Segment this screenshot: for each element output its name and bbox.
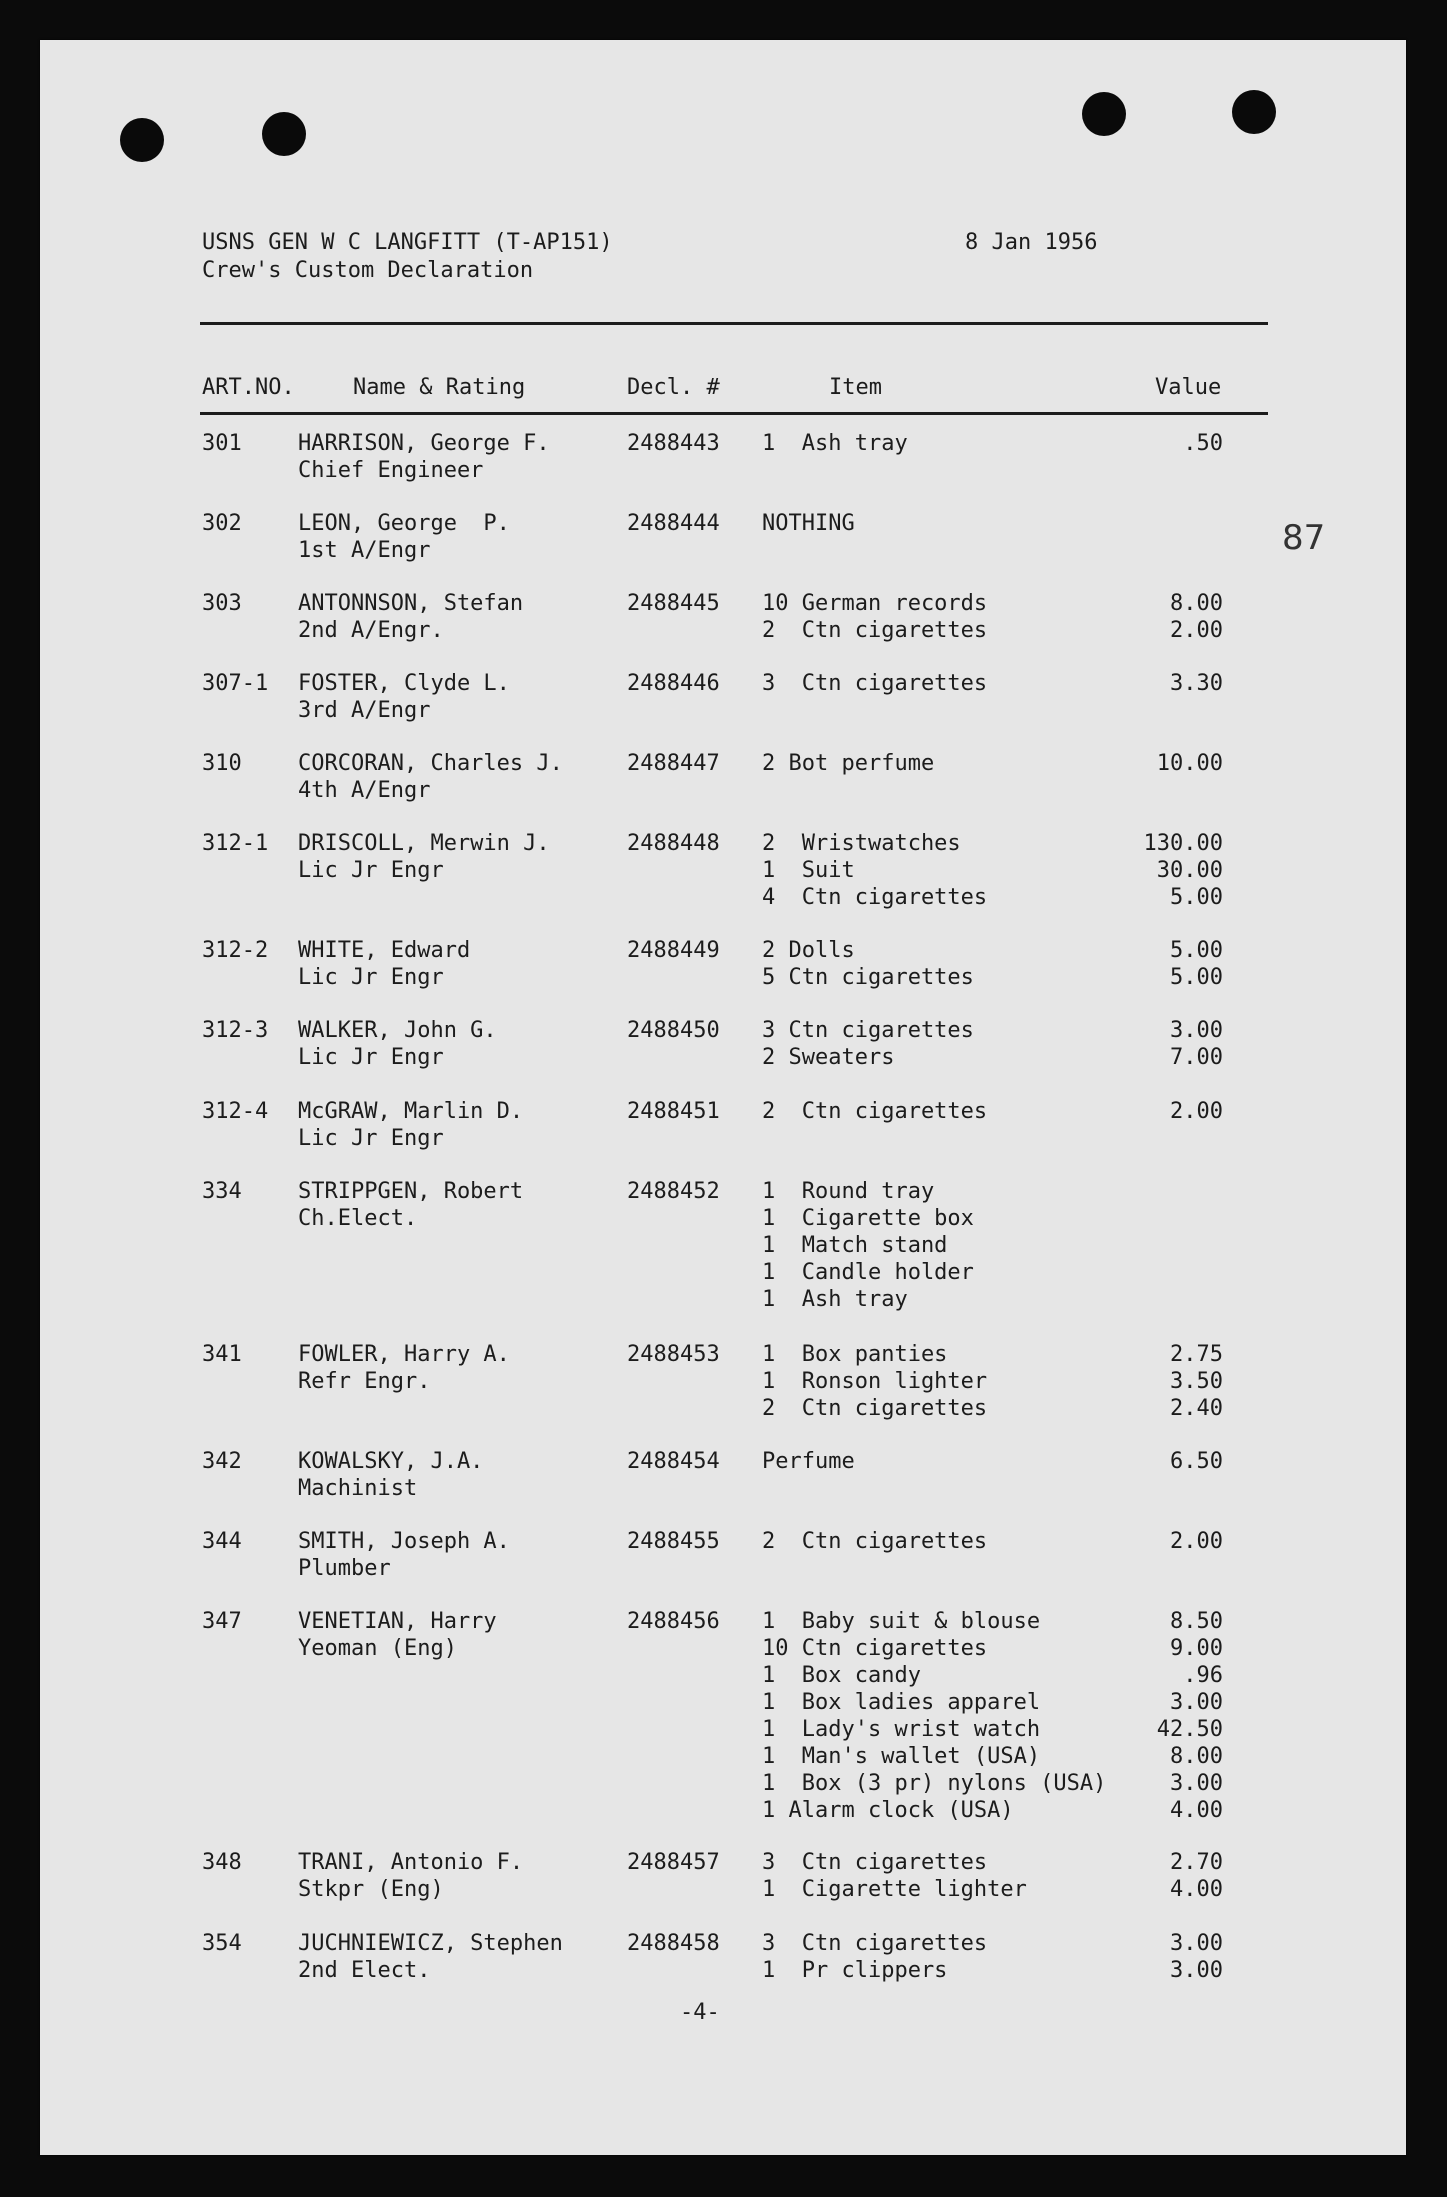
- items-list: 2 Bot perfume: [762, 751, 935, 776]
- art-number: 347: [202, 1609, 242, 1634]
- items-list: 2 Ctn cigarettes: [762, 1529, 988, 1554]
- items-list: 2 Ctn cigarettes: [762, 1099, 988, 1124]
- ship-name: USNS GEN W C LANGFITT (T-AP151): [202, 230, 613, 255]
- page-number: -4-: [680, 2000, 720, 2025]
- col-value: Value: [1155, 375, 1222, 400]
- document-date: 8 Jan 1956: [965, 230, 1098, 255]
- art-number: 341: [202, 1342, 242, 1367]
- art-number: 302: [202, 511, 242, 536]
- declaration-number: 2488443: [627, 431, 720, 456]
- items-list: 3 Ctn cigarettes 1 Pr clippers: [762, 1931, 988, 1983]
- crew-name-rating: McGRAW, Marlin D. Lic Jr Engr: [298, 1099, 524, 1151]
- art-number: 312-2: [202, 938, 269, 963]
- items-list: 2 Wristwatches 1 Suit 4 Ctn cigarettes: [762, 831, 988, 910]
- values-list: 10.00: [1156, 751, 1223, 776]
- declaration-number: 2488452: [627, 1179, 720, 1204]
- values-list: .50: [1183, 431, 1223, 456]
- crew-name-rating: VENETIAN, Harry Yeoman (Eng): [298, 1609, 497, 1661]
- punch-hole: [262, 112, 306, 156]
- art-number: 303: [202, 591, 242, 616]
- document-page: [40, 40, 1406, 2155]
- crew-name-rating: JUCHNIEWICZ, Stephen 2nd Elect.: [298, 1931, 563, 1983]
- crew-name-rating: WALKER, John G. Lic Jr Engr: [298, 1018, 497, 1070]
- declaration-number: 2488456: [627, 1609, 720, 1634]
- col-item: Item: [829, 375, 882, 400]
- art-number: 307-1: [202, 671, 269, 696]
- crew-name-rating: CORCORAN, Charles J. 4th A/Engr: [298, 751, 563, 803]
- punch-hole: [1232, 90, 1276, 134]
- declaration-number: 2488446: [627, 671, 720, 696]
- values-list: 5.00 5.00: [1170, 938, 1223, 990]
- crew-name-rating: KOWALSKY, J.A. Machinist: [298, 1449, 484, 1501]
- items-list: Perfume: [762, 1449, 855, 1474]
- art-number: 354: [202, 1931, 242, 1956]
- crew-name-rating: SMITH, Joseph A. Plumber: [298, 1529, 510, 1581]
- items-list: NOTHING: [762, 511, 855, 536]
- values-list: 130.00 30.00 5.00: [1143, 831, 1223, 910]
- crew-name-rating: STRIPPGEN, Robert Ch.Elect.: [298, 1179, 524, 1231]
- crew-name-rating: FOSTER, Clyde L. 3rd A/Engr: [298, 671, 510, 723]
- items-list: 1 Baby suit & blouse 10 Ctn cigarettes 1 Box candy 1 Box ladies apparel 1 Lady's wrist watch 1 Man's wallet (USA) 1 Box (3 pr) nylons (USA) 1 Alarm clock (USA): [762, 1609, 1107, 1823]
- art-number: 344: [202, 1529, 242, 1554]
- art-number: 312-1: [202, 831, 269, 856]
- values-list: 2.00: [1170, 1529, 1223, 1554]
- art-number: 342: [202, 1449, 242, 1474]
- declaration-number: 2488453: [627, 1342, 720, 1367]
- declaration-number: 2488447: [627, 751, 720, 776]
- values-list: 3.00 7.00: [1170, 1018, 1223, 1070]
- art-number: 334: [202, 1179, 242, 1204]
- items-list: 3 Ctn cigarettes: [762, 671, 988, 696]
- art-number: 348: [202, 1850, 242, 1875]
- art-number: 310: [202, 751, 242, 776]
- values-list: 2.75 3.50 2.40: [1170, 1342, 1223, 1421]
- declaration-number: 2488448: [627, 831, 720, 856]
- header-bottom-rule: [200, 412, 1268, 415]
- declaration-number: 2488450: [627, 1018, 720, 1043]
- crew-name-rating: ANTONNSON, Stefan 2nd A/Engr.: [298, 591, 524, 643]
- crew-name-rating: LEON, George P. 1st A/Engr: [298, 511, 510, 563]
- items-list: 1 Ash tray: [762, 431, 908, 456]
- values-list: 2.70 4.00: [1170, 1850, 1223, 1902]
- crew-name-rating: TRANI, Antonio F. Stkpr (Eng): [298, 1850, 524, 1902]
- crew-name-rating: FOWLER, Harry A. Refr Engr.: [298, 1342, 510, 1394]
- crew-name-rating: HARRISON, George F. Chief Engineer: [298, 431, 550, 483]
- values-list: 8.00 2.00: [1170, 591, 1223, 643]
- art-number: 301: [202, 431, 242, 456]
- items-list: 3 Ctn cigarettes 1 Cigarette lighter: [762, 1850, 1027, 1902]
- header-top-rule: [200, 322, 1268, 325]
- punch-hole: [1082, 92, 1126, 136]
- col-decl-no: Decl. #: [627, 375, 720, 400]
- crew-name-rating: WHITE, Edward Lic Jr Engr: [298, 938, 471, 990]
- values-list: 3.30: [1170, 671, 1223, 696]
- art-number: 312-3: [202, 1018, 269, 1043]
- items-list: 2 Dolls 5 Ctn cigarettes: [762, 938, 974, 990]
- margin-page-note: 87: [1282, 518, 1326, 558]
- declaration-number: 2488444: [627, 511, 720, 536]
- declaration-number: 2488458: [627, 1931, 720, 1956]
- crew-name-rating: DRISCOLL, Merwin J. Lic Jr Engr: [298, 831, 550, 883]
- art-number: 312-4: [202, 1099, 269, 1124]
- values-list: 6.50: [1170, 1449, 1223, 1474]
- declaration-number: 2488457: [627, 1850, 720, 1875]
- col-art-no: ART.NO.: [202, 375, 295, 400]
- declaration-number: 2488445: [627, 591, 720, 616]
- declaration-number: 2488449: [627, 938, 720, 963]
- col-name-rating: Name & Rating: [353, 375, 526, 400]
- document-title: Crew's Custom Declaration: [202, 258, 534, 283]
- values-list: 3.00 3.00: [1170, 1931, 1223, 1983]
- declaration-number: 2488455: [627, 1529, 720, 1554]
- items-list: 10 German records 2 Ctn cigarettes: [762, 591, 988, 643]
- declaration-number: 2488451: [627, 1099, 720, 1124]
- values-list: 2.00: [1170, 1099, 1223, 1124]
- items-list: 3 Ctn cigarettes 2 Sweaters: [762, 1018, 974, 1070]
- items-list: 1 Round tray 1 Cigarette box 1 Match stand 1 Candle holder 1 Ash tray: [762, 1179, 974, 1312]
- values-list: 8.50 9.00 .96 3.00 42.50 8.00 3.00 4.00: [1156, 1609, 1223, 1823]
- punch-hole: [120, 118, 164, 162]
- items-list: 1 Box panties 1 Ronson lighter 2 Ctn cigarettes: [762, 1342, 988, 1421]
- declaration-number: 2488454: [627, 1449, 720, 1474]
